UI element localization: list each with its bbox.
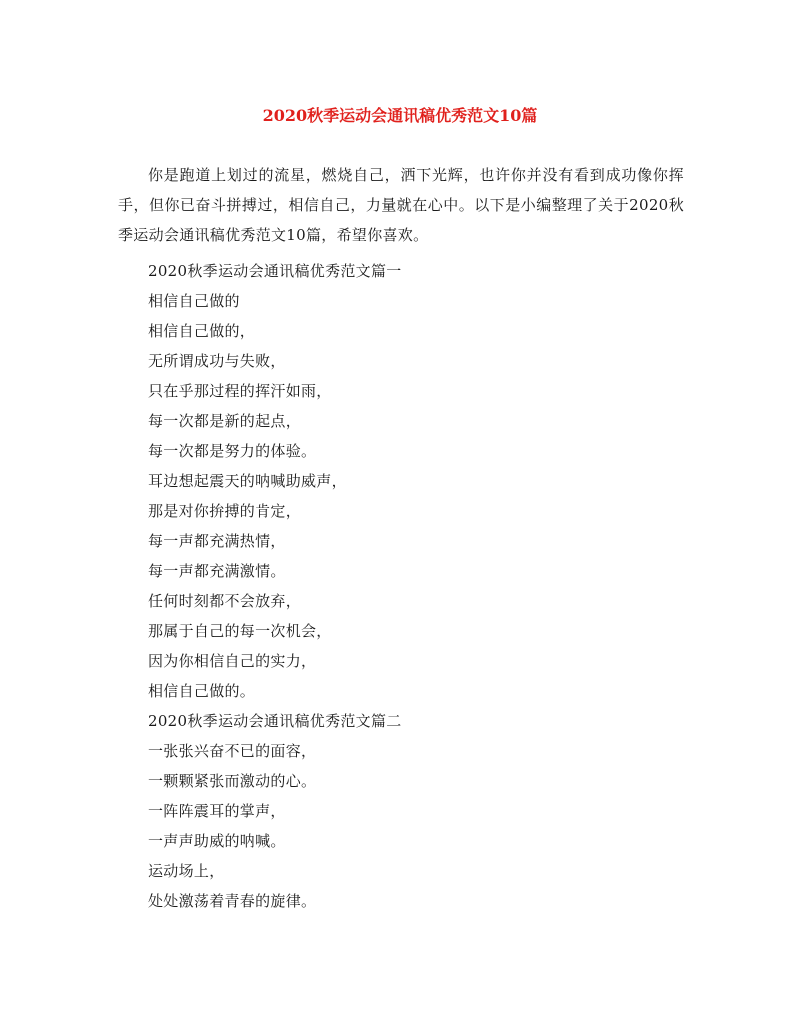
poem-line: 耳边想起震天的呐喊助威声，	[148, 472, 347, 490]
poem-line: 那是对你拚搏的肯定，	[148, 502, 302, 520]
poem-line: 每一声都充满激情。	[148, 562, 286, 580]
poem-line: 每一次都是新的起点，	[148, 412, 302, 430]
poem-line: 相信自己做的	[148, 292, 240, 310]
poem-line: 处处激荡着青春的旋律。	[148, 892, 317, 910]
document-title: 2020秋季运动会通讯稿优秀范文10篇	[262, 106, 538, 125]
poem-line: 一阵阵震耳的掌声，	[148, 802, 286, 820]
section-heading: 2020秋季运动会通讯稿优秀范文篇一	[148, 262, 402, 280]
intro-paragraph: 你是跑道上划过的流星，燃烧自己，洒下光辉，也许你并没有看到成功像你挥手，但你已奋斗拼搏过，相信自己，力量就在心中。以下是小编整理了关于2020秋季运动会通讯稿优秀范文10篇，希望你喜欢。	[118, 166, 684, 244]
poem-line: 因为你相信自己的实力，	[148, 652, 317, 670]
poem-line: 相信自己做的。	[148, 682, 256, 700]
poem-line: 那属于自己的每一次机会，	[148, 622, 332, 640]
poem-line: 每一声都充满热情，	[148, 532, 286, 550]
poem-line: 一张张兴奋不已的面容，	[148, 742, 317, 760]
poem-line: 运动场上，	[148, 862, 225, 880]
poem-line: 每一次都是努力的体验。	[148, 442, 317, 460]
section-heading: 2020秋季运动会通讯稿优秀范文篇二	[148, 712, 402, 730]
poem-line: 一声声助威的呐喊。	[148, 832, 286, 850]
poem-line: 相信自己做的，	[148, 322, 256, 340]
poem-line: 只在乎那过程的挥汗如雨，	[148, 382, 332, 400]
poem-line: 无所谓成功与失败，	[148, 352, 286, 370]
poem-line: 任何时刻都不会放弃，	[148, 592, 302, 610]
poem-lines	[148, 256, 402, 916]
poem-line: 一颗颗紧张而激动的心。	[148, 772, 317, 790]
